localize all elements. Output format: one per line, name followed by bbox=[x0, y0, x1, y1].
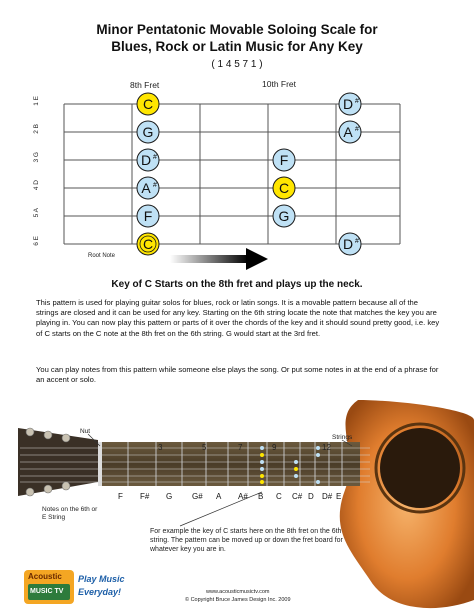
scale-note-f-string-5 bbox=[137, 205, 159, 227]
string-label-4: 4 D bbox=[33, 180, 40, 191]
logo-word-music-tv: MUSIC TV bbox=[30, 588, 64, 595]
string-label-2: 2 B bbox=[33, 124, 40, 134]
page-title-line-1: Minor Pentatonic Movable Soloing Scale for bbox=[96, 22, 378, 37]
fret-label-8th: 8th Fret bbox=[130, 80, 160, 90]
guitar-neck bbox=[98, 442, 360, 486]
note-letter: F bbox=[279, 152, 289, 168]
string-label-1: 1 E bbox=[33, 96, 40, 106]
neck-note-8: C# bbox=[292, 492, 303, 501]
neck-note-3: G# bbox=[192, 492, 203, 501]
logo-tagline-1: Play Music bbox=[78, 574, 125, 584]
note-letter: D bbox=[342, 236, 354, 252]
sharp-sign: # bbox=[153, 182, 157, 189]
paragraph-2: You can play notes from this pattern while someone else plays the song. Or put some notes in at the end of a phrase for an accent or solo. bbox=[36, 365, 439, 385]
note-letter: A bbox=[343, 124, 353, 140]
scale-note-d-sharp-string-6 bbox=[339, 233, 361, 255]
diagram-caption: Key of C Starts on the 8th fret and plays up the neck. bbox=[111, 279, 363, 290]
logo-word-acoustic: Acoustic bbox=[28, 572, 62, 581]
note-letter: D bbox=[342, 96, 354, 112]
scale-note-d-sharp-string-3 bbox=[137, 149, 159, 171]
neck-note-7: C bbox=[276, 492, 282, 501]
scale-note-a-sharp-string-4 bbox=[137, 177, 159, 199]
scale-note-g-string-5 bbox=[273, 205, 295, 227]
copyright-text: © Copyright Bruce James Design Inc. 2009 bbox=[185, 597, 291, 603]
note-letter: C bbox=[142, 96, 154, 112]
note-letter: D bbox=[140, 152, 152, 168]
neck-note-5: A# bbox=[238, 492, 248, 501]
scale-note-c-string-4 bbox=[273, 177, 295, 199]
scale-notes bbox=[137, 93, 361, 255]
note-letter: C bbox=[278, 180, 290, 196]
neck-note-11: E bbox=[336, 492, 342, 501]
fret-label-10th: 10th Fret bbox=[262, 79, 297, 89]
root-note-label: Root Note bbox=[88, 253, 116, 259]
fret-number-5: 5 bbox=[202, 443, 207, 452]
guitar-nut bbox=[98, 442, 102, 486]
scale-note-f-string-3 bbox=[273, 149, 295, 171]
arrow-shaft bbox=[170, 255, 248, 263]
neck-note-0: F bbox=[118, 492, 123, 501]
fret-number-12: 12 bbox=[322, 443, 331, 452]
neck-note-6: B bbox=[258, 492, 264, 501]
neck-note-names bbox=[0, 492, 474, 504]
scale-note-c-string-1 bbox=[137, 93, 159, 115]
note-letter: G bbox=[142, 124, 154, 140]
notes-on-6th-string-label: Notes on the 6th or E String bbox=[42, 506, 98, 521]
note-letter: C bbox=[142, 236, 154, 252]
fret-number-3: 3 bbox=[158, 443, 163, 452]
neck-note-9: D bbox=[308, 492, 314, 501]
scale-note-c-string-6 bbox=[137, 233, 159, 255]
paragraph-1: This pattern is used for playing guitar solos for blues, rock or latin songs. It is a movable pattern because all of the strings are closed and it can be used for any key. Starting on the 6th string locate the note that matches the key you are playing in. You can now play this pattern or parts of it over the chords of the key and it should sound pretty good, i.e. key of C starts on the C note at the 8th fret on the 6th string. G would start at the 3rd fret. bbox=[36, 298, 440, 338]
scale-fretboard-diagram bbox=[50, 92, 410, 262]
strings-label: Strings bbox=[332, 434, 353, 441]
website-url: www.acousticmusictv.com bbox=[206, 589, 270, 595]
example-text: For example the key of C starts here on the 8th fret on the 6th string. The pattern can be moved up or down the fret board for whatever key you are in. bbox=[150, 528, 343, 553]
arrow-head bbox=[246, 248, 268, 270]
scale-note-g-string-2 bbox=[137, 121, 159, 143]
sharp-sign: # bbox=[153, 154, 157, 161]
sharp-sign: # bbox=[355, 98, 359, 105]
fret-number-7: 7 bbox=[238, 443, 243, 452]
scale-note-d-sharp-string-1 bbox=[339, 93, 361, 115]
string-label-3: 3 G bbox=[33, 152, 40, 163]
sharp-sign: # bbox=[355, 126, 359, 133]
sharp-sign: # bbox=[355, 238, 359, 245]
fret-number-9: 9 bbox=[272, 443, 277, 452]
note-letter: G bbox=[278, 208, 290, 224]
neck-note-2: G bbox=[166, 492, 173, 501]
page-title-line-2: Blues, Rock or Latin Music for Any Key bbox=[111, 39, 363, 54]
direction-arrow bbox=[170, 248, 270, 270]
note-letter: F bbox=[143, 208, 153, 224]
scale-note-a-sharp-string-2 bbox=[339, 121, 361, 143]
note-letter: A bbox=[141, 180, 151, 196]
neck-note-4: A bbox=[216, 492, 222, 501]
acoustic-music-tv-logo[interactable] bbox=[24, 570, 144, 606]
string-label-5: 5 A bbox=[33, 208, 40, 218]
string-label-6: 6 E bbox=[33, 236, 40, 246]
guitar-body bbox=[340, 400, 474, 608]
logo-tagline-2: Everyday! bbox=[78, 587, 122, 597]
nut-label: Nut bbox=[80, 428, 91, 435]
scale-formula: ( 1 4 5 7 1 ) bbox=[211, 59, 263, 70]
neck-note-10: D# bbox=[322, 492, 333, 501]
neck-note-1: F# bbox=[140, 492, 150, 501]
